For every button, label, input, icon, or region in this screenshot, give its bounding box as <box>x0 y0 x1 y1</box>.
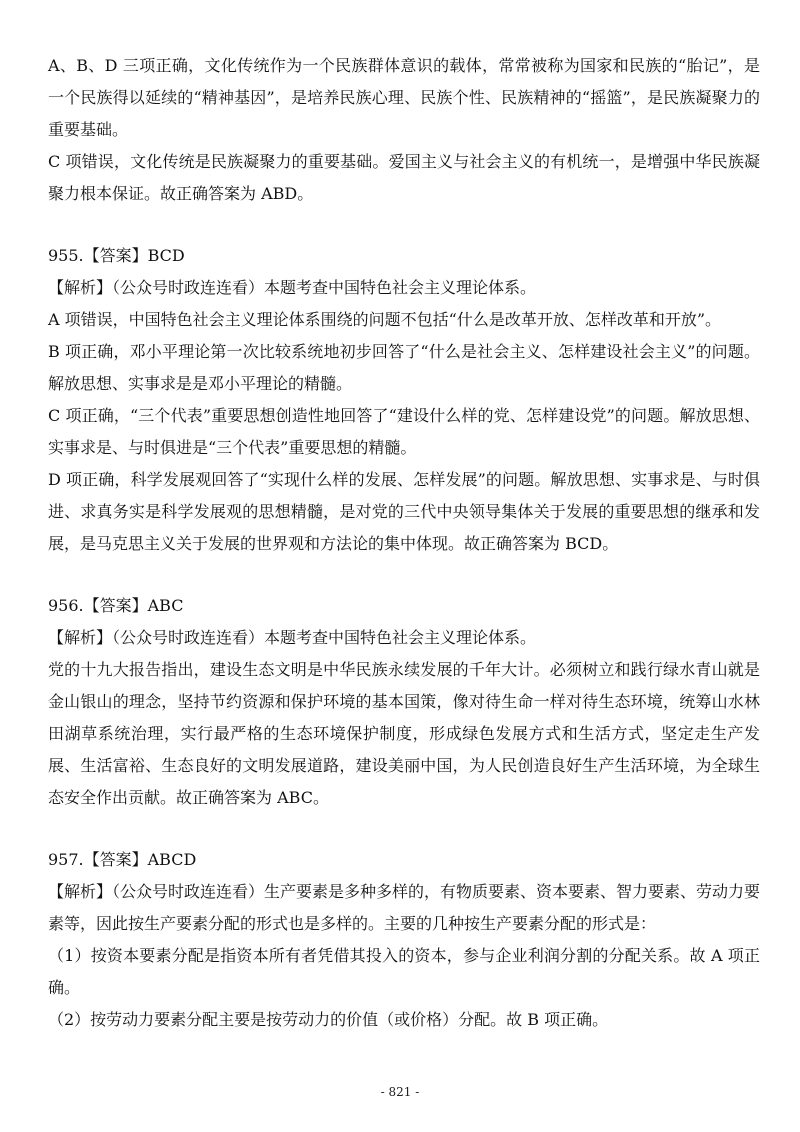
analysis-paragraph: 党的十九大报告指出，建设生态文明是中华民族永续发展的千年大计。必须树立和践行绿水青山就是金山银山的理念，坚持节约资源和保护环境的基本国策，像对待生命一样对待生态环境，统筹山水林田湖草系统治理，实行最严格的生态环境保护制度，形成绿色发展方式和生活方式，坚定走生产发展、生活富裕、生态良好的文明发展道路，建设美丽中国，为人民创造良好生产生活环境，为全球生态安全作出贡献。故正确答案为 ABC。 <box>48 660 760 807</box>
answer-heading: 955.【答案】BCD <box>48 246 185 265</box>
analysis-paragraph: B 项正确，邓小平理论第一次比较系统地初步回答了“什么是社会主义、怎样建设社会主义”的问题。解放思想、实事求是是邓小平理论的精髓。 <box>48 342 760 393</box>
analysis-paragraph: 【解析】（公众号时政连连看）本题考查中国特色社会主义理论体系。 <box>48 628 537 647</box>
question-956 <box>48 590 760 814</box>
analysis-paragraph: （1）按资本要素分配是指资本所有者凭借其投入的资本，参与企业利润分割的分配关系。故 A 项正确。 <box>48 946 760 997</box>
analysis-paragraph: （2）按劳动力要素分配主要是按劳动力的价值（或价格）分配。故 B 项正确。 <box>48 1010 609 1029</box>
analysis-paragraph: C 项正确，“三个代表”重要思想创造性地回答了“建设什么样的党、怎样建设党”的问题。解放思想、实事求是、与时俱进是“三个代表”重要思想的精髓。 <box>48 406 760 457</box>
analysis-paragraph: 【解析】（公众号时政连连看）本题考查中国特色社会主义理论体系。 <box>48 278 537 297</box>
analysis-paragraph: 【解析】（公众号时政连连看）生产要素是多种多样的，有物质要素、资本要素、智力要素、劳动力要素等，因此按生产要素分配的形式也是多样的。主要的几种按生产要素分配的形式是： <box>48 882 761 933</box>
answer-heading: 956.【答案】ABC <box>48 596 184 615</box>
question-955 <box>48 240 760 560</box>
analysis-paragraph: A 项错误，中国特色社会主义理论体系围绕的问题不包括“什么是改革开放、怎样改革和开放”。 <box>48 310 722 329</box>
analysis-paragraph: D 项正确，科学发展观回答了“实现什么样的发展、怎样发展”的问题。解放思想、实事求是、与时俱进、求真务实是科学发展观的思想精髓，是对党的三代中央领导集体关于发展的重要思想的继承和发展，是马克思主义关于发展的世界观和方法论的集中体现。故正确答案为 BCD。 <box>48 470 760 553</box>
question-957 <box>48 844 760 1036</box>
answer-heading: 957.【答案】ABCD <box>48 850 197 869</box>
page-content <box>48 50 760 1036</box>
intro-paragraph-2: C 项错误，文化传统是民族凝聚力的重要基础。爱国主义与社会主义的有机统一，是增强中华民族凝聚力根本保证。故正确答案为 ABD。 <box>48 152 760 203</box>
page-number: - 821 - <box>380 1085 420 1099</box>
intro-paragraph-1: A、B、D 三项正确，文化传统作为一个民族群体意识的载体，常常被称为国家和民族的“胎记”，是一个民族得以延续的“精神基因”，是培养民族心理、民族个性、民族精神的“摇篮”，是民族凝聚力的重要基础。 <box>48 56 760 139</box>
